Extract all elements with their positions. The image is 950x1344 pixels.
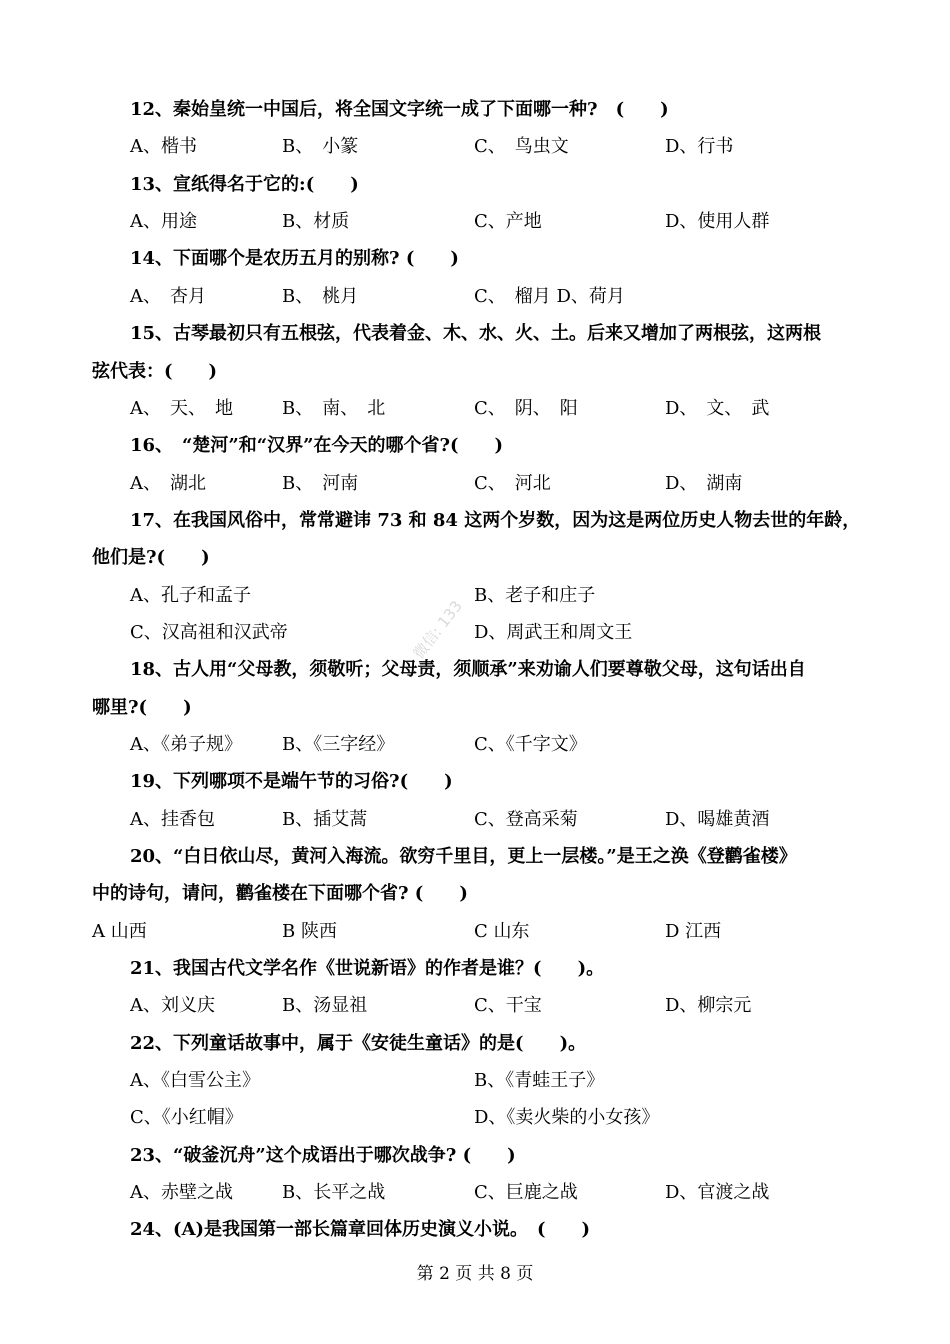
question-18-line-2: 哪里?( ): [92, 697, 192, 718]
question-18-line-1: 18、古人用“父母教，须敬听；父母责，须顺承”来劝谕人们要尊敬父母，这句话出自: [130, 659, 806, 680]
q20-option-a: A 山西: [92, 921, 147, 942]
q21-option-b: B、汤显祖: [282, 995, 368, 1016]
question-21: 21、我国古代文学名作《世说新语》的作者是谁？( )。: [130, 958, 605, 979]
q22-option-c: C、《小红帽》: [130, 1107, 243, 1128]
question-19: 19、下列哪项不是端午节的习俗?( ): [130, 771, 453, 792]
question-23: 23、“破釜沉舟”这个成语出于哪次战争? ( ): [130, 1145, 516, 1166]
q23-option-a: A、赤壁之战: [130, 1182, 233, 1203]
q13-option-b: B、材质: [282, 211, 350, 232]
watermark: 微信: 133: [409, 597, 466, 663]
q12-option-d: D、行书: [665, 136, 734, 157]
q20-option-c: C 山东: [474, 921, 530, 942]
q17-option-d: D、周武王和周文王: [474, 622, 633, 643]
question-17-line-2: 他们是?( ): [92, 547, 210, 568]
q19-option-a: A、挂香包: [130, 809, 215, 830]
q22-option-b: B、《青蛙王子》: [474, 1070, 605, 1091]
q15-option-b: B、 南、 北: [282, 398, 386, 419]
q18-option-b: B、《三字经》: [282, 734, 395, 755]
q21-option-c: C、干宝: [474, 995, 542, 1016]
q22-option-a: A、《白雪公主》: [130, 1070, 260, 1091]
q12-option-b: B、 小篆: [282, 136, 359, 157]
q22-option-d: D、《卖火柴的小女孩》: [474, 1107, 660, 1128]
question-14: 14、下面哪个是农历五月的别称? ( ): [130, 248, 459, 269]
q18-option-c: C、《千字文》: [474, 734, 587, 755]
q13-option-c: C、产地: [474, 211, 542, 232]
q21-option-d: D、柳宗元: [665, 995, 752, 1016]
q19-option-d: D、喝雄黄酒: [665, 809, 770, 830]
question-20-line-1: 20、“白日依山尽，黄河入海流。欲穷千里目，更上一层楼。”是王之涣《登鹳雀楼》: [130, 846, 797, 867]
q19-option-b: B、插艾蒿: [282, 809, 368, 830]
q17-option-a: A、孔子和孟子: [130, 585, 251, 606]
q15-option-d: D、 文、 武: [665, 398, 770, 419]
q12-option-a: A、楷书: [130, 136, 197, 157]
q13-option-d: D、使用人群: [665, 211, 770, 232]
question-24: 24、(A)是我国第一部长篇章回体历史演义小说。 ( ): [130, 1219, 591, 1240]
question-13: 13、宣纸得名于它的:( ): [130, 174, 359, 195]
question-17-line-1: 17、在我国风俗中，常常避讳 73 和 84 这两个岁数，因为这是两位历史人物去世的年龄，: [130, 510, 861, 531]
question-22: 22、下列童话故事中，属于《安徒生童话》的是( )。: [130, 1033, 587, 1054]
q20-option-d: D 江西: [665, 921, 722, 942]
q14-option-cd: C、 榴月 D、荷月: [474, 286, 625, 307]
q13-option-a: A、用途: [130, 211, 197, 232]
q12-option-c: C、 鸟虫文: [474, 136, 569, 157]
q19-option-c: C、登高采菊: [474, 809, 578, 830]
q21-option-a: A、刘义庆: [130, 995, 215, 1016]
q14-option-a: A、 杏月: [130, 286, 206, 307]
q15-option-a: A、 天、 地: [130, 398, 233, 419]
q16-option-d: D、 湖南: [665, 473, 743, 494]
question-16: 16、 “楚河”和“汉界”在今天的哪个省?( ): [130, 435, 504, 456]
q16-option-c: C、 河北: [474, 473, 551, 494]
q23-option-b: B、长平之战: [282, 1182, 386, 1203]
question-12: 12、秦始皇统一中国后，将全国文字统一成了下面哪一种? ( ): [130, 99, 669, 120]
q17-option-c: C、汉高祖和汉武帝: [130, 622, 288, 643]
question-20-line-2: 中的诗句，请问，鹳雀楼在下面哪个省? ( ): [92, 883, 468, 904]
page-footer: 第 2 页 共 8 页: [416, 1264, 534, 1284]
question-15-line-1: 15、古琴最初只有五根弦，代表着金、木、水、火、土。后来又增加了两根弦，这两根: [130, 323, 822, 344]
q17-option-b: B、老子和庄子: [474, 585, 596, 606]
q23-option-c: C、巨鹿之战: [474, 1182, 578, 1203]
q16-option-b: B、 河南: [282, 473, 359, 494]
question-15-line-2: 弦代表：( ): [92, 361, 218, 382]
q20-option-b: B 陕西: [282, 921, 337, 942]
q16-option-a: A、 湖北: [130, 473, 206, 494]
q15-option-c: C、 阴、 阳: [474, 398, 578, 419]
q23-option-d: D、官渡之战: [665, 1182, 770, 1203]
q18-option-a: A、《弟子规》: [130, 734, 242, 755]
q14-option-b: B、 桃月: [282, 286, 359, 307]
